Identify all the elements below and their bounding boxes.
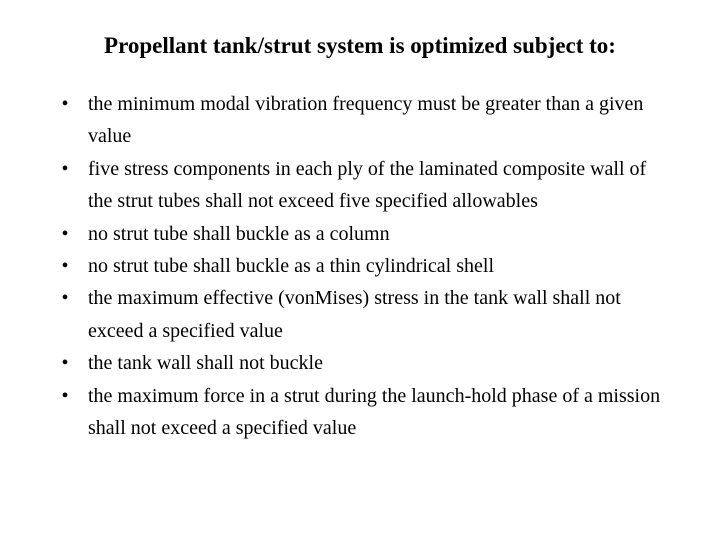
bullet-icon: • [61, 287, 69, 310]
list-item-text: five stress components in each ply of the laminated composite wall of the strut tubes shall not exceed five specified allowables [88, 157, 647, 213]
bullet-icon: • [61, 93, 69, 115]
list-item [58, 282, 668, 347]
list-item-text: the minimum modal vibration frequency must be greater than a given value [88, 93, 644, 148]
bullet-icon: • [61, 255, 69, 278]
bullet-icon: • [61, 222, 69, 245]
list-item-text: the maximum effective (vonMises) stress in the tank wall shall not exceed a specified value [88, 287, 621, 342]
list-item-text: no strut tube shall buckle as a thin cylindrical shell [88, 255, 495, 278]
constraint-list [58, 88, 668, 444]
list-item [58, 153, 668, 218]
list-item [58, 250, 668, 282]
list-item [58, 380, 668, 445]
list-item-text: no strut tube shall buckle as a column [88, 222, 390, 245]
bullet-icon: • [61, 157, 69, 180]
list-item [58, 347, 668, 379]
bullet-icon: • [61, 384, 69, 407]
list-item-text: the tank wall shall not buckle [88, 352, 323, 375]
list-item-text: the maximum force in a strut during the launch-hold phase of a mission shall not exceed a specified value [88, 384, 661, 440]
slide-title: Propellant tank/strut system is optimized subject to: [104, 33, 616, 58]
list-item [58, 88, 668, 153]
list-item [58, 218, 668, 250]
bullet-icon: • [61, 352, 69, 375]
